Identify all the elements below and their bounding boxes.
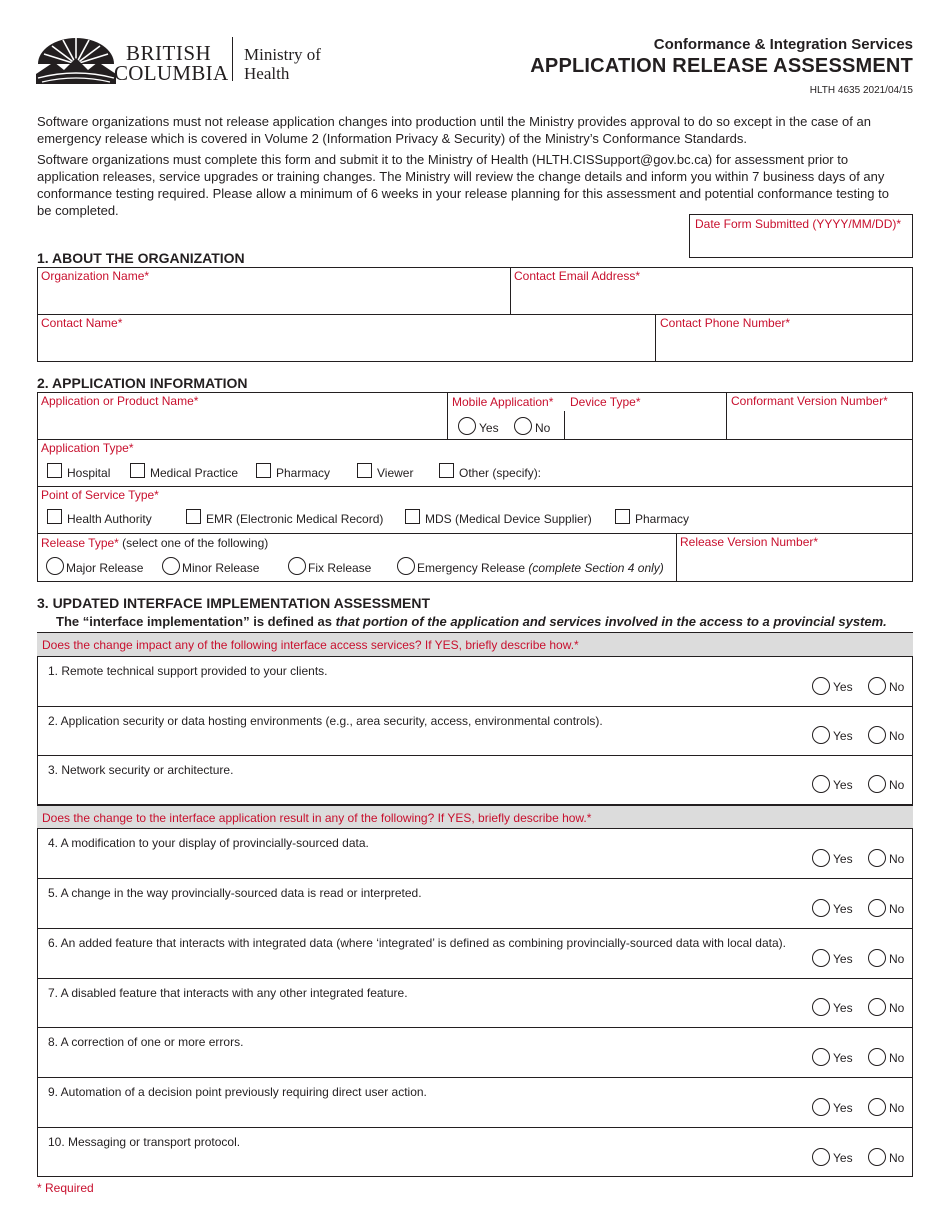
question-row [37, 829, 913, 879]
divider [37, 439, 913, 440]
section-1-heading: 1. ABOUT THE ORGANIZATION [37, 250, 245, 266]
app-type-viewer-checkbox[interactable] [357, 463, 372, 478]
section-2-heading: 2. APPLICATION INFORMATION [37, 375, 248, 391]
app-type-other-label: Other (specify): [459, 466, 542, 480]
release-fix-label: Fix Release [308, 561, 372, 575]
question-yes-radio[interactable] [812, 949, 830, 967]
release-type-heading [41, 536, 268, 550]
question-row [37, 1028, 913, 1078]
date-submitted-label: Date Form Submitted (YYYY/MM/DD)* [695, 217, 902, 231]
question-no-radio[interactable] [868, 1148, 886, 1166]
page-title: APPLICATION RELEASE ASSESSMENT [530, 55, 913, 77]
ministry-line2: Health [244, 64, 290, 83]
divider [37, 486, 913, 487]
question-row [37, 979, 913, 1028]
question-no-radio[interactable] [868, 775, 886, 793]
question-yes-radio[interactable] [812, 998, 830, 1016]
date-submitted-field[interactable] [689, 214, 913, 258]
question-row [37, 879, 913, 929]
question-no-radio[interactable] [868, 1048, 886, 1066]
question-text: 2. Application security or data hosting environments (e.g., area security, access, environmental controls). [48, 714, 603, 728]
intro-paragraph-2: Software organizations must complete this form and submit it to the Ministry of Health (HLTH.CISSupport@gov.bc.ca) for assessment prior to application releases, service upgrades or training changes. The Ministry will review the change details and inform you within 7 business days of any conformance testing required. Please allow a minimum of 6 weeks in your release planning for this assessment and potential conformance testing to be completed. [37, 152, 889, 218]
question-no-label: No [889, 852, 905, 866]
release-version-field[interactable] [677, 534, 912, 581]
product-name-field[interactable] [38, 393, 447, 439]
app-type-medical-practice-checkbox[interactable] [130, 463, 145, 478]
question-row [37, 756, 913, 805]
contact-phone-field[interactable] [656, 315, 912, 361]
logo-columbia: COLUMBIA [114, 61, 229, 85]
release-minor-label: Minor Release [182, 561, 260, 575]
question-group-1-header [37, 633, 913, 657]
pos-type-health-authority-label: Health Authority [67, 512, 152, 526]
app-type-pharmacy-checkbox[interactable] [256, 463, 271, 478]
question-yes-radio[interactable] [812, 1098, 830, 1116]
app-type-other-checkbox[interactable] [439, 463, 454, 478]
question-yes-label: Yes [833, 902, 853, 916]
pos-type-health-authority-checkbox[interactable] [47, 509, 62, 524]
release-type-label: Release Type* [41, 536, 119, 550]
release-version-label: Release Version Number* [680, 535, 819, 549]
pos-type-pharmacy-label: Pharmacy [635, 512, 690, 526]
app-type-hospital-label: Hospital [67, 466, 111, 480]
question-text: 5. A change in the way provincially-sourced data is read or interpreted. [48, 886, 422, 900]
app-type-label: Application Type* [41, 441, 134, 455]
release-major-label: Major Release [66, 561, 144, 575]
question-no-label: No [889, 902, 905, 916]
question-yes-label: Yes [833, 680, 853, 694]
pos-type-pharmacy-checkbox[interactable] [615, 509, 630, 524]
question-text: 6. An added feature that interacts with integrated data (where ‘integrated’ is defined as combining provincially-sourced data with local data). [48, 936, 786, 950]
contact-name-label: Contact Name* [41, 316, 123, 330]
conformant-version-field[interactable] [727, 393, 912, 439]
question-text: 10. Messaging or transport protocol. [48, 1135, 241, 1149]
section-3-definition [56, 614, 887, 629]
contact-email-label: Contact Email Address* [514, 269, 641, 283]
app-type-hospital-checkbox[interactable] [47, 463, 62, 478]
question-no-label: No [889, 1101, 905, 1115]
mobile-app-no-label: No [535, 421, 551, 435]
bc-logo [36, 34, 331, 90]
question-yes-radio[interactable] [812, 1148, 830, 1166]
definition-prefix: The “interface implementation” is defined as [56, 614, 336, 629]
question-no-radio[interactable] [868, 726, 886, 744]
app-type-viewer-label: Viewer [377, 466, 414, 480]
question-no-label: No [889, 952, 905, 966]
question-row [37, 657, 913, 707]
release-emergency-text: Emergency Release [417, 561, 526, 575]
question-yes-radio[interactable] [812, 1048, 830, 1066]
logo-british: BRITISH [126, 41, 212, 65]
question-no-label: No [889, 680, 905, 694]
question-yes-label: Yes [833, 729, 853, 743]
question-yes-label: Yes [833, 1151, 853, 1165]
intro-paragraph-1: Software organizations must not release application changes into production until the Ministry provides approval to do so except in the case of an emergency release which is covered in Volume 2 (Information Privacy & Security) of the Ministry’s Conformance Standards. [37, 114, 871, 146]
question-no-radio[interactable] [868, 1098, 886, 1116]
pos-type-label: Point of Service Type* [41, 488, 159, 502]
question-text: 9. Automation of a decision point previously requiring direct user action. [48, 1085, 427, 1099]
question-no-radio[interactable] [868, 677, 886, 695]
question-no-radio[interactable] [868, 949, 886, 967]
required-note: * Required [37, 1181, 94, 1195]
question-yes-label: Yes [833, 1001, 853, 1015]
logo-divider [232, 37, 233, 81]
device-type-field[interactable] [565, 412, 726, 439]
pos-type-mds-label: MDS (Medical Device Supplier) [425, 512, 592, 526]
question-group-2-header [37, 805, 913, 829]
question-row [37, 707, 913, 756]
question-text: 8. A correction of one or more errors. [48, 1035, 244, 1049]
pos-type-emr-checkbox[interactable] [186, 509, 201, 524]
organization-name-label: Organization Name* [41, 269, 150, 283]
pos-type-emr-label: EMR (Electronic Medical Record) [206, 512, 384, 526]
mobile-app-yes-label: Yes [479, 421, 499, 435]
question-no-radio[interactable] [868, 849, 886, 867]
question-no-radio[interactable] [868, 998, 886, 1016]
section-3-heading: 3. UPDATED INTERFACE IMPLEMENTATION ASSESSMENT [37, 595, 431, 611]
question-no-label: No [889, 1051, 905, 1065]
conformant-version-label: Conformant Version Number* [731, 394, 888, 408]
release-type-hint: (select one of the following) [118, 536, 269, 550]
question-text: 1. Remote technical support provided to your clients. [48, 664, 328, 678]
question-yes-label: Yes [833, 852, 853, 866]
mobile-app-label: Mobile Application* [452, 395, 554, 409]
mobile-app-no-radio[interactable] [514, 417, 532, 435]
question-yes-radio[interactable] [812, 849, 830, 867]
pos-type-mds-checkbox[interactable] [405, 509, 420, 524]
question-group-1-text: Does the change impact any of the following interface access services? If YES, briefly describe how.* [42, 638, 579, 652]
question-yes-radio[interactable] [812, 775, 830, 793]
question-row [37, 1128, 913, 1177]
mobile-app-yes-radio[interactable] [458, 417, 476, 435]
ministry-line1: Ministry of [244, 45, 321, 64]
question-yes-radio[interactable] [812, 899, 830, 917]
definition-italic: that portion of the application and services involved in the access to a provincial system. [335, 614, 887, 629]
release-emergency-note: (complete Section 4 only) [528, 561, 664, 575]
question-text: 7. A disabled feature that interacts with any other integrated feature. [48, 986, 408, 1000]
release-fix-radio[interactable] [288, 557, 306, 575]
question-no-label: No [889, 1151, 905, 1165]
form-number: HLTH 4635 2021/04/15 [809, 85, 913, 96]
question-yes-radio[interactable] [812, 726, 830, 744]
release-emergency-label [417, 561, 664, 575]
device-type-label: Device Type* [570, 395, 641, 409]
question-text: 4. A modification to your display of provincially-sourced data. [48, 836, 369, 850]
question-row [37, 1078, 913, 1128]
release-emergency-radio[interactable] [397, 557, 415, 575]
app-type-medical-practice-label: Medical Practice [150, 466, 239, 480]
question-no-label: No [889, 778, 905, 792]
question-yes-label: Yes [833, 778, 853, 792]
question-yes-label: Yes [833, 1101, 853, 1115]
header-subtitle: Conformance & Integration Services [653, 36, 913, 53]
question-no-radio[interactable] [868, 899, 886, 917]
question-text: 3. Network security or architecture. [48, 763, 234, 777]
product-name-label: Application or Product Name* [41, 394, 199, 408]
contact-email-field[interactable] [511, 268, 912, 314]
question-group-2-text: Does the change to the interface application result in any of the following? If YES, briefly describe how.* [42, 811, 592, 825]
contact-name-field[interactable] [38, 315, 655, 361]
divider [447, 392, 448, 439]
question-yes-radio[interactable] [812, 677, 830, 695]
bc-sun-mountain-icon [36, 34, 116, 88]
question-yes-label: Yes [833, 1051, 853, 1065]
question-no-label: No [889, 729, 905, 743]
organization-name-field[interactable] [38, 268, 510, 314]
question-yes-label: Yes [833, 952, 853, 966]
release-minor-radio[interactable] [162, 557, 180, 575]
release-major-radio[interactable] [46, 557, 64, 575]
question-no-label: No [889, 1001, 905, 1015]
app-type-pharmacy-label: Pharmacy [276, 466, 331, 480]
contact-phone-label: Contact Phone Number* [660, 316, 791, 330]
question-row [37, 929, 913, 979]
